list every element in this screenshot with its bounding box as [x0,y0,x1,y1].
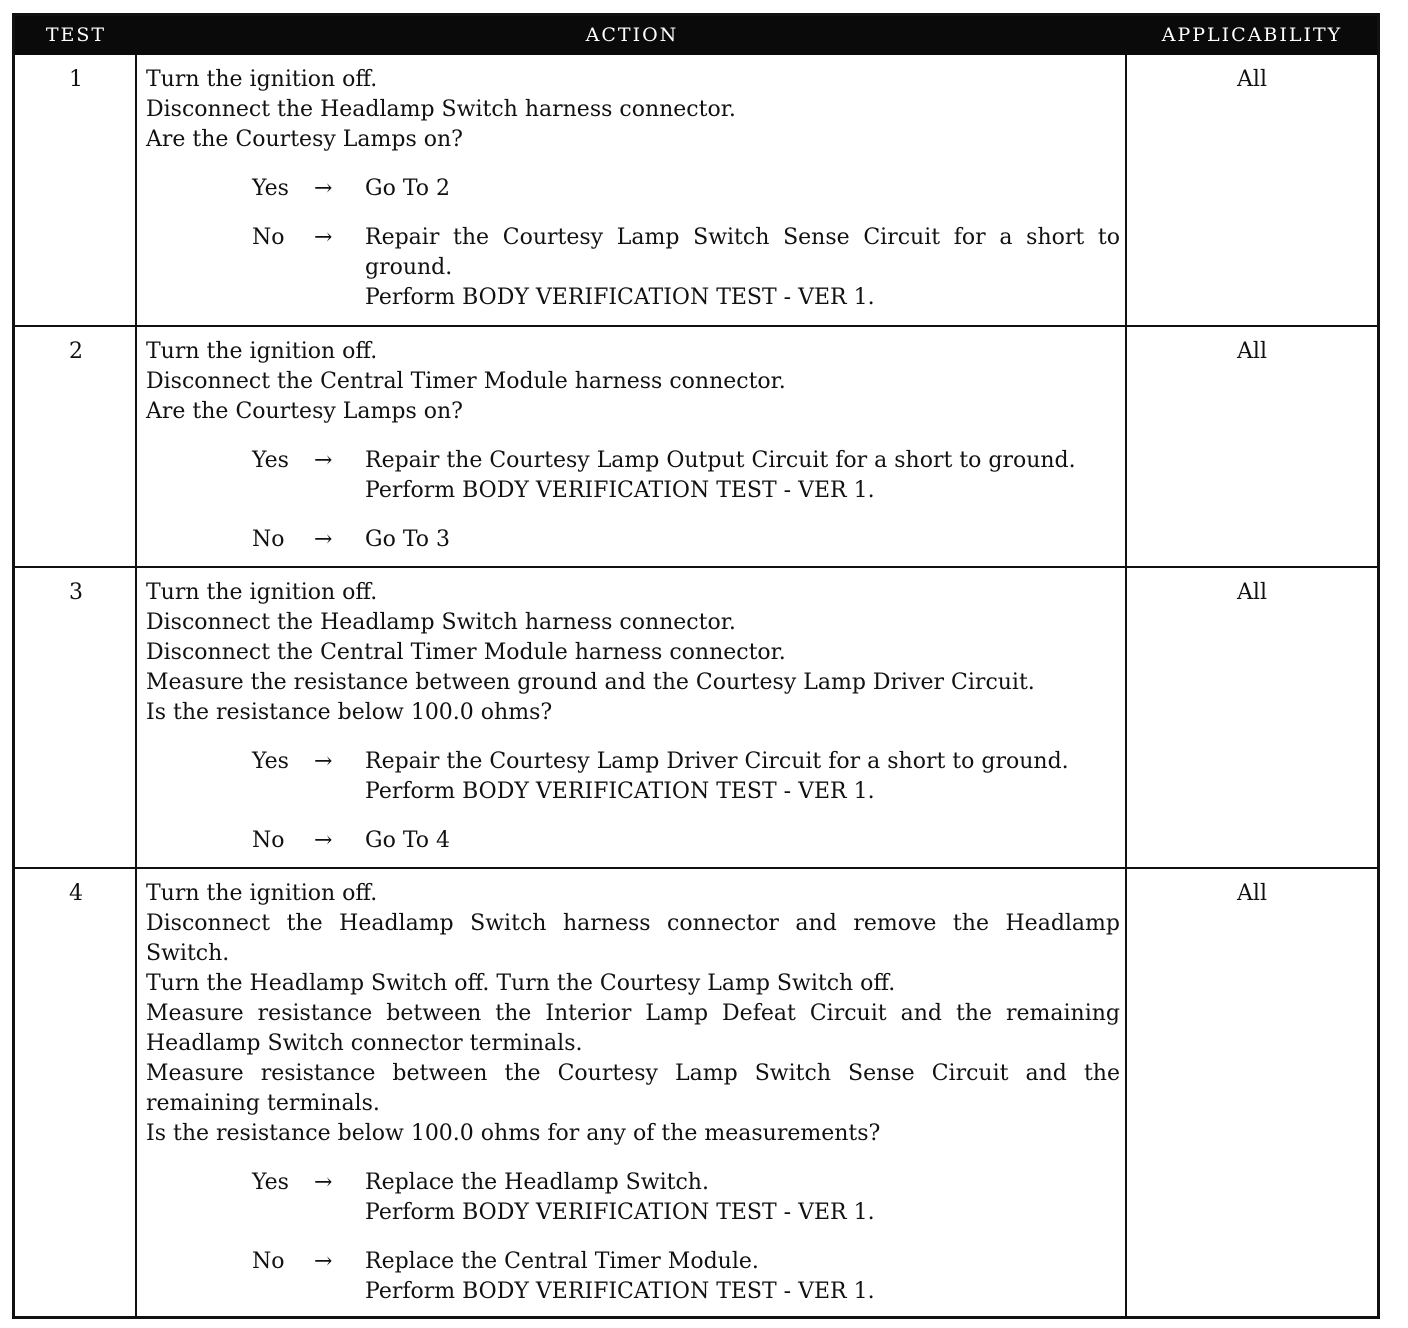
applicability-value: All [1237,881,1267,906]
header-applicability: APPLICABILITY [1161,24,1343,46]
table-row [15,55,1377,325]
arrow-icon: → [314,1249,333,1274]
yes-result: Go To 2 [365,176,451,201]
action-line: Are the Courtesy Lamps on? [146,399,463,424]
no-branch [146,525,1120,555]
arrow-icon: → [314,527,333,552]
applicability-value: All [1237,580,1267,605]
yes-result: Repair the Courtesy Lamp Driver Circuit for a short to ground. [365,749,1069,774]
action-cell [146,879,1120,1307]
no-label: No [252,1249,285,1274]
no-result: Replace the Central Timer Module. [365,1249,759,1274]
applicability-value: All [1237,67,1267,92]
yes-result: Repair the Courtesy Lamp Output Circuit for a short to ground. [365,448,1076,473]
yes-result: Perform BODY VERIFICATION TEST - VER 1. [365,779,875,804]
no-branch [146,223,1120,313]
no-result: Go To 3 [365,527,451,552]
diagnostic-table [12,13,1380,1319]
action-line: Turn the ignition off. [146,580,378,605]
action-line: Disconnect the Headlamp Switch harness connector. [146,610,736,635]
test-number: 3 [69,580,83,605]
yes-branch [146,1168,1120,1228]
no-branch [146,826,1120,856]
action-line: Measure resistance between the Interior Lamp Defeat Circuit and the remaining Headlamp Switch connector terminals. [146,1001,1120,1056]
header-action: ACTION [585,24,679,46]
action-line: Disconnect the Central Timer Module harness connector. [146,369,786,394]
action-line: Measure the resistance between ground and the Courtesy Lamp Driver Circuit. [146,670,1035,695]
arrow-icon: → [314,448,333,473]
table-row [15,325,1377,568]
arrow-icon: → [314,828,333,853]
yes-result: Perform BODY VERIFICATION TEST - VER 1. [365,1200,875,1225]
no-label: No [252,225,285,250]
action-cell [146,65,1120,313]
action-line: Are the Courtesy Lamps on? [146,127,463,152]
action-cell [146,337,1120,555]
column-divider [1125,55,1127,1316]
action-line: Turn the ignition off. [146,881,378,906]
yes-branch [146,446,1120,506]
test-number: 1 [69,67,83,92]
action-line: Disconnect the Headlamp Switch harness connector and remove the Headlamp Switch. [146,911,1120,966]
action-line: Measure resistance between the Courtesy Lamp Switch Sense Circuit and the remaining terminals. [146,1061,1120,1116]
yes-result: Perform BODY VERIFICATION TEST - VER 1. [365,478,875,503]
action-line: Is the resistance below 100.0 ohms? [146,700,553,725]
no-result: Perform BODY VERIFICATION TEST - VER 1. [365,1279,875,1304]
applicability-value: All [1237,339,1267,364]
yes-branch [146,747,1120,807]
action-line: Turn the ignition off. [146,67,378,92]
yes-branch [146,174,1120,204]
test-number: 4 [69,881,83,906]
arrow-icon: → [314,749,333,774]
arrow-icon: → [314,1170,333,1195]
action-cell [146,578,1120,856]
action-line: Disconnect the Central Timer Module harness connector. [146,640,786,665]
yes-label: Yes [252,176,289,201]
column-divider [135,55,137,1316]
no-label: No [252,828,285,853]
no-label: No [252,527,285,552]
action-line: Disconnect the Headlamp Switch harness connector. [146,97,736,122]
table-row [15,867,1377,1318]
no-result: Perform BODY VERIFICATION TEST - VER 1. [365,285,875,310]
action-line: Turn the Headlamp Switch off. Turn the Courtesy Lamp Switch off. [146,971,896,996]
yes-label: Yes [252,1170,289,1195]
no-branch [146,1247,1120,1307]
arrow-icon: → [314,176,333,201]
no-result: Repair the Courtesy Lamp Switch Sense Circuit for a short to ground. [365,225,1120,280]
header-test: TEST [45,24,107,46]
action-line: Turn the ignition off. [146,339,378,364]
table-row [15,566,1377,869]
action-line: Is the resistance below 100.0 ohms for any of the measurements? [146,1121,881,1146]
no-result: Go To 4 [365,828,451,853]
yes-label: Yes [252,448,289,473]
arrow-icon: → [314,225,333,250]
test-number: 2 [69,339,83,364]
yes-label: Yes [252,749,289,774]
yes-result: Replace the Headlamp Switch. [365,1170,709,1195]
table-header [15,16,1377,55]
